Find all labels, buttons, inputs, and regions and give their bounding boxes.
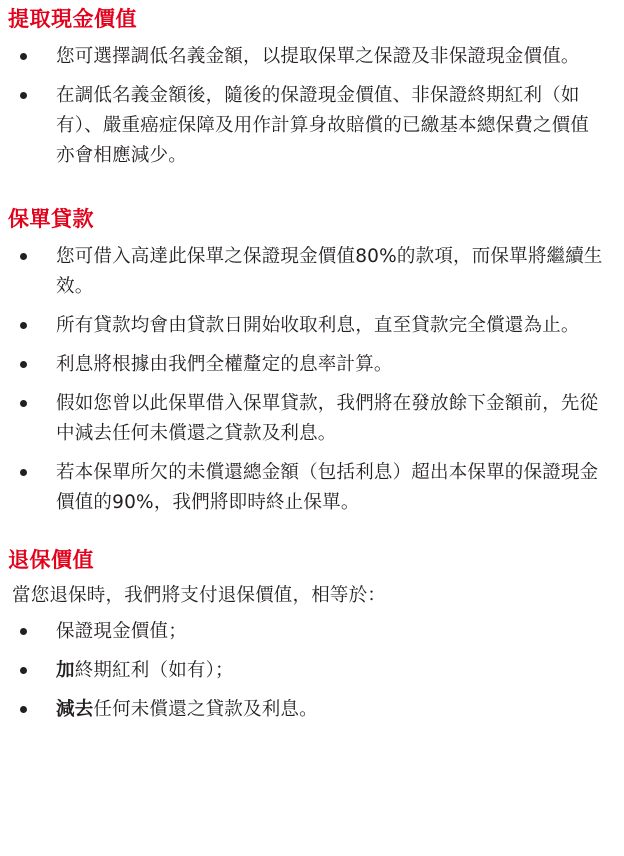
list-item: 利息將根據由我們全權釐定的息率計算。 <box>8 350 604 380</box>
spacer <box>8 527 604 547</box>
list-item-bold-prefix: 加 <box>56 659 75 681</box>
surrender-value-intro: 當您退保時，我們將支付退保價值，相等於： <box>12 585 387 607</box>
list-item: 您可借入高達此保單之保證現金價值80%的款項，而保單將繼續生效。 <box>8 242 604 302</box>
list-item <box>8 656 604 686</box>
section-heading-cash-value-withdrawal: 提取現金價值 <box>8 7 137 31</box>
spacer <box>8 180 604 206</box>
bullet-list-cash-value-withdrawal <box>8 42 604 171</box>
section-surrender-value <box>8 547 604 725</box>
list-item-text: 終期紅利（如有）； <box>74 659 234 681</box>
list-item <box>8 617 604 647</box>
list-item-text: 任何未償還之貸款及利息。 <box>93 698 318 720</box>
list-item: 若本保單所欠的未償還總金額（包括利息）超出本保單的保證現金價值的90%，我們將即時終止保單。 <box>8 458 604 518</box>
list-item <box>8 695 604 725</box>
bullet-list-surrender-value <box>8 617 604 725</box>
section-heading-surrender-value: 退保價值 <box>8 548 94 573</box>
section-cash-value-withdrawal <box>8 6 604 171</box>
list-item: 您可選擇調低名義金額，以提取保單之保證及非保證現金價值。 <box>8 42 604 72</box>
list-item: 在調低名義金額後，隨後的保證現金價值、非保證終期紅利（如有）、嚴重癌症保障及用作計算身故賠償的已繳基本總保費之價值亦會相應減少。 <box>8 81 604 171</box>
bullet-list-policy-loan <box>8 242 604 518</box>
list-item: 所有貸款均會由貸款日開始收取利息，直至貸款完全償還為止。 <box>8 311 604 341</box>
section-policy-loan <box>8 206 604 518</box>
list-item-text: 保證現金價值； <box>56 620 187 642</box>
section-heading-policy-loan: 保單貸款 <box>8 207 94 232</box>
list-item: 假如您曾以此保單借入保單貸款，我們將在發放餘下金額前，先從中減去任何未償還之貸款及利息。 <box>8 389 604 449</box>
list-item-bold-prefix: 減去 <box>56 698 94 720</box>
